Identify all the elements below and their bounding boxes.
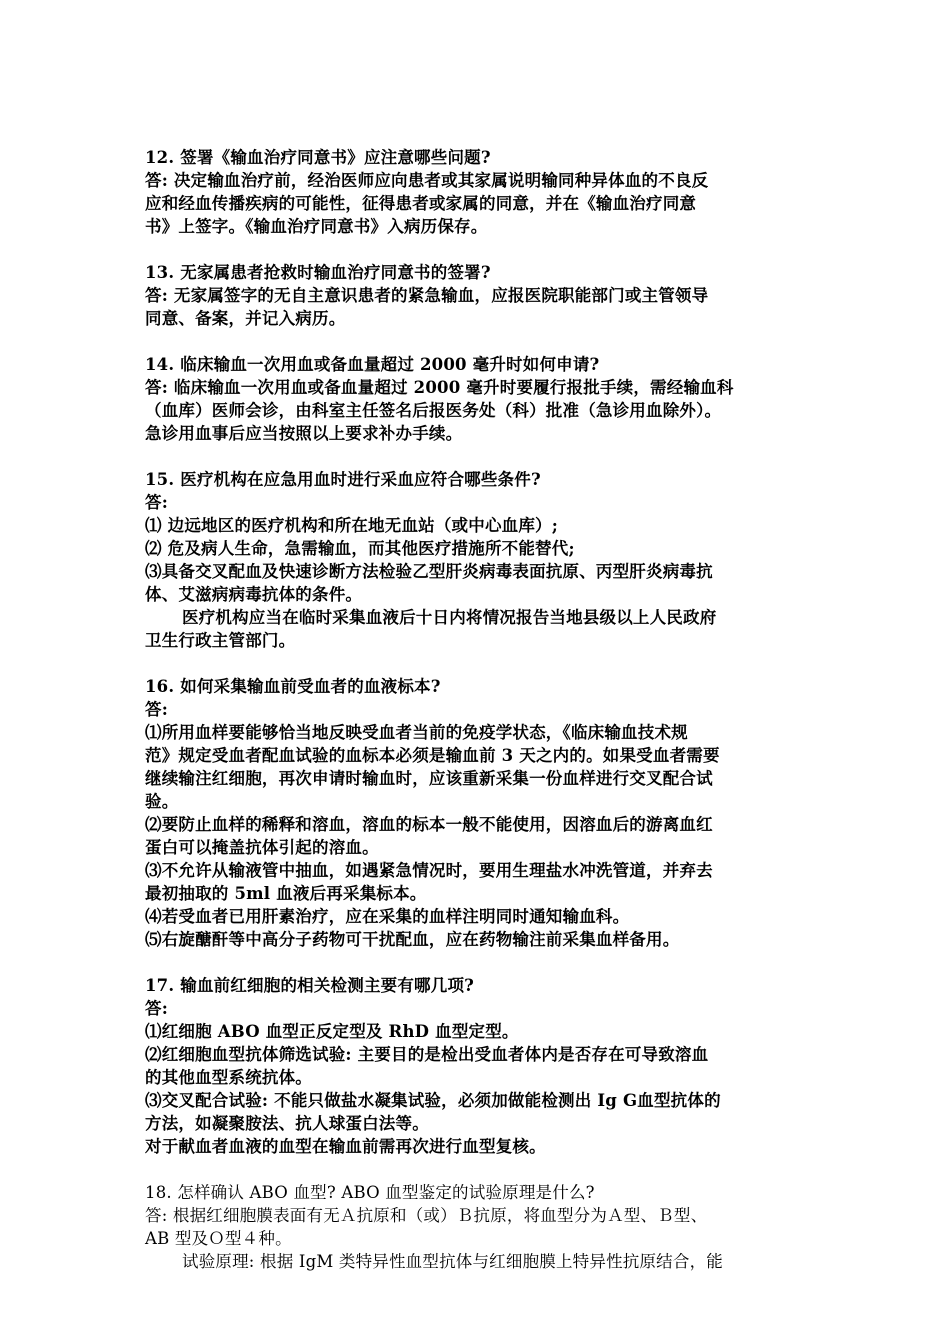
answer-line: 答: 决定输血治疗前，经治医师应向患者或其家属说明输同种异体血的不良反: [145, 171, 709, 190]
answer-line: 书》上签字。《输血治疗同意书》入病历保存。: [145, 217, 488, 236]
answer-line: 对于献血者血液的血型在输血前需再次进行血型复核。: [145, 1137, 546, 1156]
question-heading: 14. 临床输血一次用血或备血量超过 2000 毫升时如何申请?: [145, 355, 600, 374]
answer-line: 急诊用血事后应当按照以上要求补办手续。: [145, 424, 463, 443]
answer-line: AB 型及Ｏ型４种。: [145, 1229, 292, 1248]
qa-section-12: [145, 146, 810, 238]
answer-line: （血库）医师会诊，由科室主任签名后报医务处（科）批准（急诊用血除外）。: [145, 401, 722, 420]
answer-line: 继续输注红细胞，再次申请时输血时，应该重新采集一份血样进行交叉配合试: [145, 769, 713, 788]
answer-line: ⑸右旋醣酐等中高分子药物可干扰配血，应在药物输注前采集血样备用。: [145, 930, 680, 949]
answer-line: 最初抽取的 5ml 血液后再采集标本。: [145, 884, 427, 903]
answer-line: 方法，如凝聚胺法、抗人球蛋白法等。: [145, 1114, 429, 1133]
qa-section-15: [145, 468, 810, 652]
answer-line: 答: 根据红细胞膜表面有无Ａ抗原和（或）Ｂ抗原，将血型分为Ａ型、Ｂ型、: [145, 1206, 708, 1225]
answer-line: 卫生行政主管部门。: [145, 631, 296, 650]
question-heading: 17. 输血前红细胞的相关检测主要有哪几项?: [145, 976, 475, 995]
answer-line: 体、艾滋病病毒抗体的条件。: [145, 585, 363, 604]
answer-line: 应和经血传播疾病的可能性，征得患者或家属的同意，并在《输血治疗同意: [145, 194, 697, 213]
answer-line: ⑴所用血样要能够恰当地反映受血者当前的免疫学状态，《临床输血技术规: [145, 723, 688, 742]
qa-section-14: [145, 353, 810, 445]
qa-section-18: [145, 1181, 810, 1273]
answer-line: 答:: [145, 999, 168, 1018]
answer-line: 答:: [145, 700, 168, 719]
answer-line: ⑶具备交叉配血及快速诊断方法检验乙型肝炎病毒表面抗原、丙型肝炎病毒抗: [145, 562, 713, 581]
question-heading: 15. 医疗机构在应急用血时进行采血应符合哪些条件?: [145, 470, 541, 489]
answer-line: ⑵红细胞血型抗体筛选试验: 主要目的是检出受血者体内是否存在可导致溶血: [145, 1045, 709, 1064]
answer-line: 蛋白可以掩盖抗体引起的溶血。: [145, 838, 379, 857]
question-heading: 12. 签署《输血治疗同意书》应注意哪些问题?: [145, 148, 491, 167]
answer-line: 范》规定受血者配血试验的血标本必须是输血前 3 天之内的。如果受血者需要: [145, 746, 720, 765]
question-heading: 18. 怎样确认 ABO 血型? ABO 血型鉴定的试验原理是什么?: [145, 1183, 595, 1202]
answer-line: ⑴ 边远地区的医疗机构和所在地无血站（或中心血库）;: [145, 516, 559, 535]
answer-line: 答: 无家属签字的无自主意识患者的紧急输血，应报医院职能部门或主管领导: [145, 286, 709, 305]
answer-line: ⑶交叉配合试验: 不能只做盐水凝集试验，必须加做能检测出 Ig G血型抗体的: [145, 1091, 721, 1110]
document-body: [145, 146, 810, 1296]
question-heading: 16. 如何采集输血前受血者的血液标本?: [145, 677, 441, 696]
answer-line: 验。: [145, 792, 179, 811]
qa-section-16: [145, 675, 810, 951]
answer-line: 答: 临床输血一次用血或备血量超过 2000 毫升时要履行报批手续，需经输血科: [145, 378, 734, 397]
answer-paragraph-indented: 试验原理: 根据 IgM 类特异性血型抗体与红细胞膜上特异性抗原结合，能: [182, 1252, 723, 1271]
answer-line: 同意、备案，并记入病历。: [145, 309, 346, 328]
qa-section-17: [145, 974, 810, 1158]
answer-line: ⑴红细胞 ABO 血型正反定型及 RhD 血型定型。: [145, 1022, 519, 1041]
answer-paragraph-indented: 医疗机构应当在临时采集血液后十日内将情况报告当地县级以上人民政府: [182, 608, 717, 627]
answer-line: 的其他血型系统抗体。: [145, 1068, 312, 1087]
question-heading: 13. 无家属患者抢救时输血治疗同意书的签署?: [145, 263, 491, 282]
answer-line: ⑶不允许从输液管中抽血，如遇紧急情况时，要用生理盐水冲洗管道，并弃去: [145, 861, 713, 880]
answer-line: 答:: [145, 493, 168, 512]
qa-section-13: [145, 261, 810, 330]
answer-line: ⑵要防止血样的稀释和溶血，溶血的标本一般不能使用，因溶血后的游离血红: [145, 815, 713, 834]
answer-line: ⑷若受血者已用肝素治疗，应在采集的血样注明同时通知输血科。: [145, 907, 630, 926]
answer-line: ⑵ 危及病人生命，急需输血，而其他医疗措施所不能替代;: [145, 539, 575, 558]
